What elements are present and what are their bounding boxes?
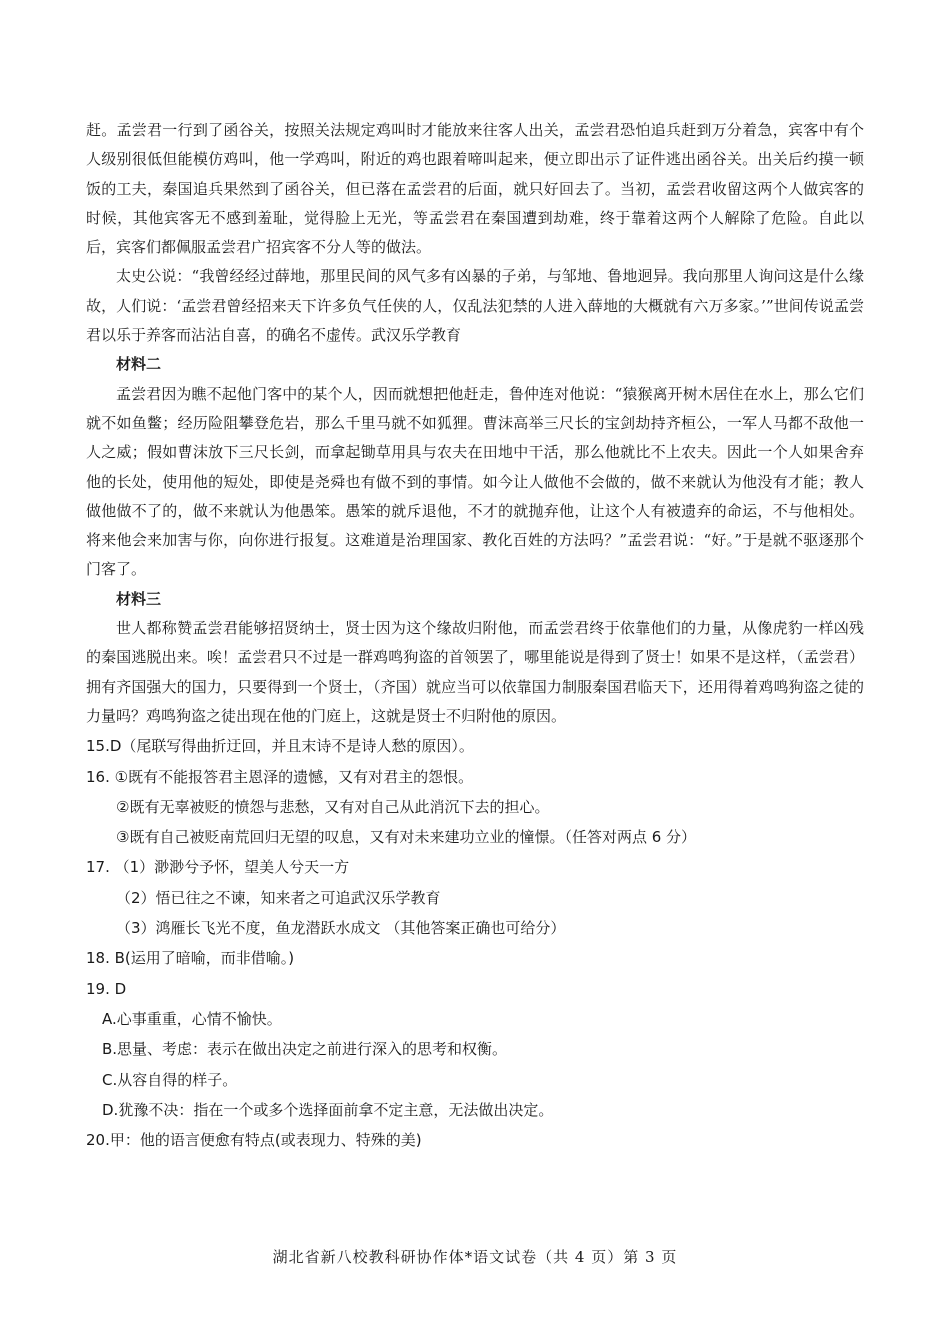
answer-19-option: D.犹豫不决：指在一个或多个选择面前拿不定主意，无法做出决定。	[102, 1100, 554, 1119]
material1-paragraph-1: 赶。孟尝君一行到了函谷关，按照关法规定鸡叫时才能放来往客人出关，孟尝君恐怕追兵赶到万分着急，宾客中有个人级别很低但能模仿鸡叫，他一学鸡叫，附近的鸡也跟着啼叫起来，便立即出示了证件逃出函谷关。出关后约摸一顿饭的工夫，秦国追兵果然到了函谷关，但已落在孟尝君的后面，就只好回去了。当初，孟尝君收留这两个人做宾客的时候，其他宾客无不感到羞耻，觉得脸上无光，等孟尝君在秦国遭到劫难，终于靠着这两个人解除了危险。自此以后，宾客们都佩服孟尝君广招宾客不分人等的做法。	[86, 121, 864, 257]
page-footer: 湖北省新八校教科研协作体*语文试卷（共 4 页）第 3 页	[272, 1248, 678, 1266]
answer-18: 18. B(运用了暗喻，而非借喻。)	[86, 949, 295, 968]
answer-16-item: ②既有无辜被贬的愤怨与悲愁，又有对自己从此消沉下去的担心。	[116, 797, 550, 816]
answer-19-option: B.思量、考虑：表示在做出决定之前进行深入的思考和权衡。	[102, 1040, 508, 1059]
answer-17-item: （3）鸿雁长飞光不度，鱼龙潜跃水成文 （其他答案正确也可给分）	[116, 919, 566, 938]
answer-19-lead: 19. D	[86, 979, 127, 998]
answer-19-option: A.心事重重，心情不愉快。	[102, 1009, 282, 1028]
material3-paragraph: 世人都称赞孟尝君能够招贤纳士，贤士因为这个缘故归附他，而孟尝君终于依靠他们的力量，从像虎豹一样凶残的秦国逃脱出来。唉！孟尝君只不过是一群鸡鸣狗盗的首领罢了，哪里能说是得到了贤士！如果不是这样，（孟尝君）拥有齐国强大的国力，只要得到一个贤士，（齐国）就应当可以依靠国力制服秦国君临天下，还用得着鸡鸣狗盗之徒的力量吗？鸡鸣狗盗之徒出现在他的门庭上，这就是贤士不归附他的原因。	[86, 619, 864, 725]
material2-heading: 材料二	[116, 355, 162, 374]
answer-20: 20.甲：他的语言便愈有特点(或表现力、特殊的美)	[86, 1131, 422, 1150]
answer-17-item: （2）悟已往之不谏，知来者之可追武汉乐学教育	[116, 888, 441, 907]
answer-17-lead: 17. （1）渺渺兮予怀，望美人兮天一方	[86, 858, 350, 877]
answer-19-option: C.从容自得的样子。	[102, 1070, 238, 1089]
answer-16-lead: 16. ①既有不能报答君主恩泽的遗憾，又有对君主的怨恨。	[86, 767, 474, 786]
material1-paragraph-2: 太史公说：“我曾经经过薛地，那里民间的风气多有凶暴的子弟，与邹地、鲁地迥异。我向那里人询问这是什么缘故，人们说：‘孟尝君曾经招来天下许多负气任侠的人，仅乱法犯禁的人进入薛地的大概就有六万多家。’”世间传说孟尝君以乐于养客而沾沾自喜，的确名不虚传。武汉乐学教育	[86, 267, 864, 345]
answer-16-item: ③既有自己被贬南荒回归无望的叹息，又有对未来建功立业的憧憬。（任答对两点 6 分）	[116, 828, 697, 847]
answers-section	[86, 731, 864, 1155]
answer-15: 15.D（尾联写得曲折迂回，并且末诗不是诗人愁的原因）。	[86, 737, 474, 756]
material3-heading: 材料三	[116, 589, 162, 608]
material2-paragraph: 孟尝君因为瞧不起他门客中的某个人，因而就想把他赶走，鲁仲连对他说：“猿猴离开树木居住在水上，那么它们就不如鱼鳖；经历险阻攀登危岩，那么千里马就不如狐狸。曹沫高举三尺长的宝剑劫持齐桓公，一军人马都不敌他一人之威；假如曹沫放下三尺长剑，而拿起锄草用具与农夫在田地中干活，那么他就比不上农夫。因此一个人如果舍弃他的长处，使用他的短处，即使是尧舜也有做不到的事情。如今让人做他不会做的，做不来就认为他没有才能；教人做他做不了的，做不来就认为他愚笨。愚笨的就斥退他，不才的就抛弃他，让这个人有被遗弃的命运，不与他相处。将来他会来加害与你，向你进行报复。这难道是治理国家、教化百姓的方法吗？”孟尝君说：“好。”于是就不驱逐那个门客了。	[86, 384, 864, 579]
